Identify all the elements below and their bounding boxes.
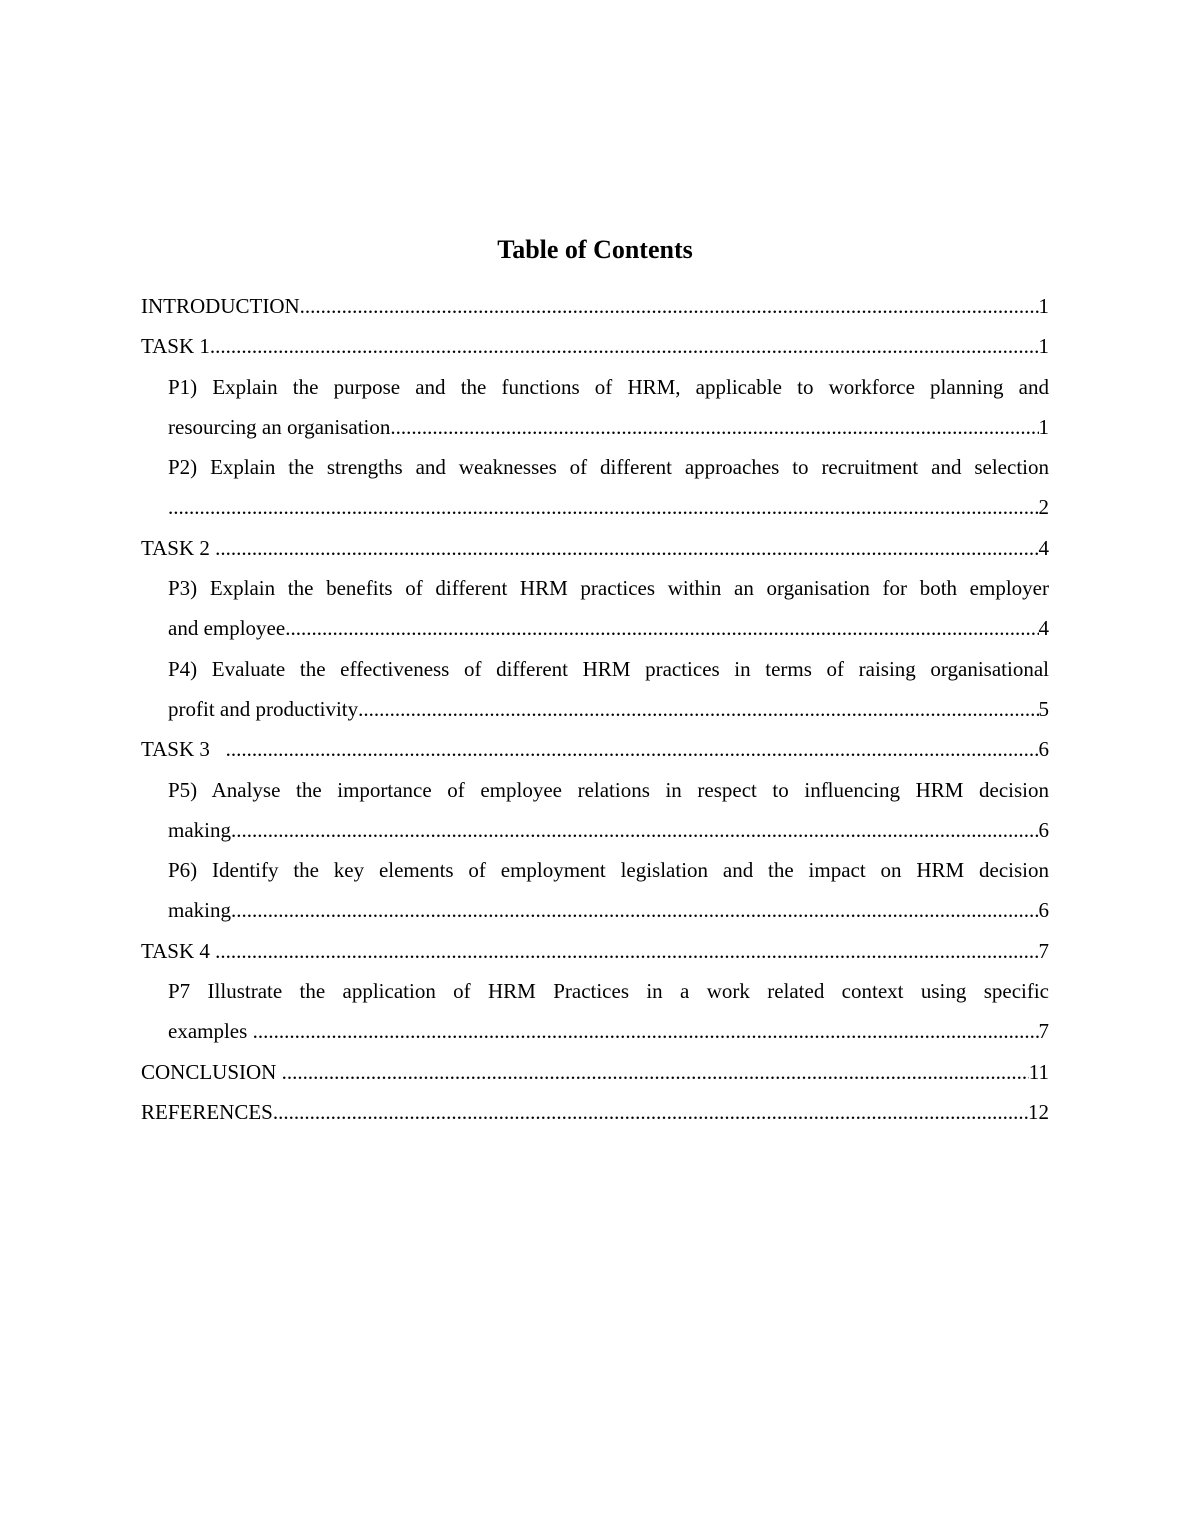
toc-leader-dots	[358, 689, 1038, 729]
toc-line	[141, 931, 1049, 971]
toc-entry-label: INTRODUCTION	[141, 294, 300, 318]
toc-leader-dots	[282, 1052, 1029, 1092]
toc-entry-label: CONCLUSION	[141, 1059, 282, 1084]
toc-entry[interactable]	[141, 1052, 1049, 1092]
toc-line	[168, 407, 1049, 447]
toc-leader-dots	[231, 890, 1039, 930]
toc-entry[interactable]	[141, 729, 1049, 769]
toc-page-number: 12	[1028, 1099, 1049, 1124]
toc-entry[interactable]	[168, 971, 1049, 1052]
toc-entry[interactable]	[141, 286, 1049, 326]
toc-leader-dots	[215, 931, 1038, 971]
toc-entry[interactable]	[141, 528, 1049, 568]
toc-entry[interactable]	[168, 447, 1049, 528]
toc-leader-dots	[231, 810, 1039, 850]
toc-line	[168, 1011, 1049, 1051]
toc-line	[141, 326, 1049, 366]
toc-leader-dots	[273, 1092, 1028, 1132]
toc-leader-dots	[215, 528, 1038, 568]
toc-entry-label: TASK 4	[141, 938, 216, 963]
toc-entry-heading: P3) Explain the benefits of different HRM practices within an organisation for both employer	[168, 576, 1049, 601]
toc-line	[168, 608, 1049, 648]
toc-line	[168, 689, 1049, 729]
toc-entry-label: TASK 3	[141, 737, 226, 762]
toc-entry-label: making	[168, 817, 231, 842]
toc-leader-dots	[168, 487, 1039, 527]
toc-line	[141, 286, 1049, 326]
toc-line	[141, 1092, 1049, 1132]
toc-page-number: 5	[1038, 696, 1049, 721]
toc-leader-dots	[226, 729, 1039, 769]
toc-page-number: 7	[1038, 1019, 1049, 1044]
toc-entry-heading: P1) Explain the purpose and the functions of HRM, applicable to workforce planning and	[168, 374, 1049, 399]
table-of-contents	[141, 286, 1049, 1132]
toc-leader-dots	[285, 608, 1038, 648]
toc-line	[141, 1052, 1049, 1092]
toc-entry[interactable]	[168, 770, 1049, 851]
toc-entry-label: profit and productivity	[168, 696, 359, 721]
toc-entry[interactable]	[168, 850, 1049, 931]
toc-entry-label: TASK 2	[141, 535, 216, 560]
toc-line	[168, 890, 1049, 930]
toc-entry-label: REFERENCES	[141, 1099, 273, 1124]
toc-entry-label: resourcing an organisation	[168, 414, 391, 439]
toc-leader-dots	[253, 1011, 1039, 1051]
toc-entry[interactable]	[168, 367, 1049, 448]
toc-entry[interactable]	[141, 1092, 1049, 1132]
toc-entry[interactable]	[141, 326, 1049, 366]
toc-title: Table of Contents	[497, 235, 693, 264]
toc-page-number: 7	[1038, 938, 1049, 963]
toc-leader-dots	[300, 286, 1039, 326]
toc-page-number: 11	[1028, 1059, 1049, 1084]
toc-leader-dots	[390, 407, 1038, 447]
toc-entry[interactable]	[168, 568, 1049, 649]
toc-entry-label: examples	[168, 1019, 253, 1044]
toc-line	[141, 528, 1049, 568]
toc-line	[168, 810, 1049, 850]
toc-entry-heading: P6) Identify the key elements of employment legislation and the impact on HRM decision	[168, 858, 1049, 883]
toc-page-number: 6	[1038, 817, 1049, 842]
toc-entry-heading: P7 Illustrate the application of HRM Practices in a work related context using specific	[168, 979, 1049, 1004]
toc-entry-heading: P2) Explain the strengths and weaknesses of different approaches to recruitment and selection	[168, 455, 1049, 480]
toc-entry-label: and employee	[168, 616, 286, 641]
toc-leader-dots	[210, 326, 1039, 366]
toc-page-number: 6	[1038, 737, 1049, 762]
toc-page-number: 1	[1038, 334, 1049, 359]
toc-page-number: 1	[1038, 414, 1049, 439]
toc-page-number: 4	[1038, 616, 1049, 641]
toc-entry-heading: P5) Analyse the importance of employee relations in respect to influencing HRM decision	[168, 777, 1049, 802]
toc-entry[interactable]	[141, 931, 1049, 971]
toc-page-number: 1	[1038, 294, 1049, 318]
toc-entry-label: making	[168, 898, 231, 923]
toc-page-number: 2	[1038, 495, 1049, 520]
toc-page-number: 6	[1038, 898, 1049, 923]
toc-line	[141, 729, 1049, 769]
toc-line	[168, 487, 1049, 527]
toc-entry-heading: P4) Evaluate the effectiveness of different HRM practices in terms of raising organisational	[168, 656, 1049, 681]
toc-entry-label: TASK 1	[141, 334, 210, 359]
toc-page-number: 4	[1038, 535, 1049, 560]
toc-entry[interactable]	[168, 649, 1049, 730]
